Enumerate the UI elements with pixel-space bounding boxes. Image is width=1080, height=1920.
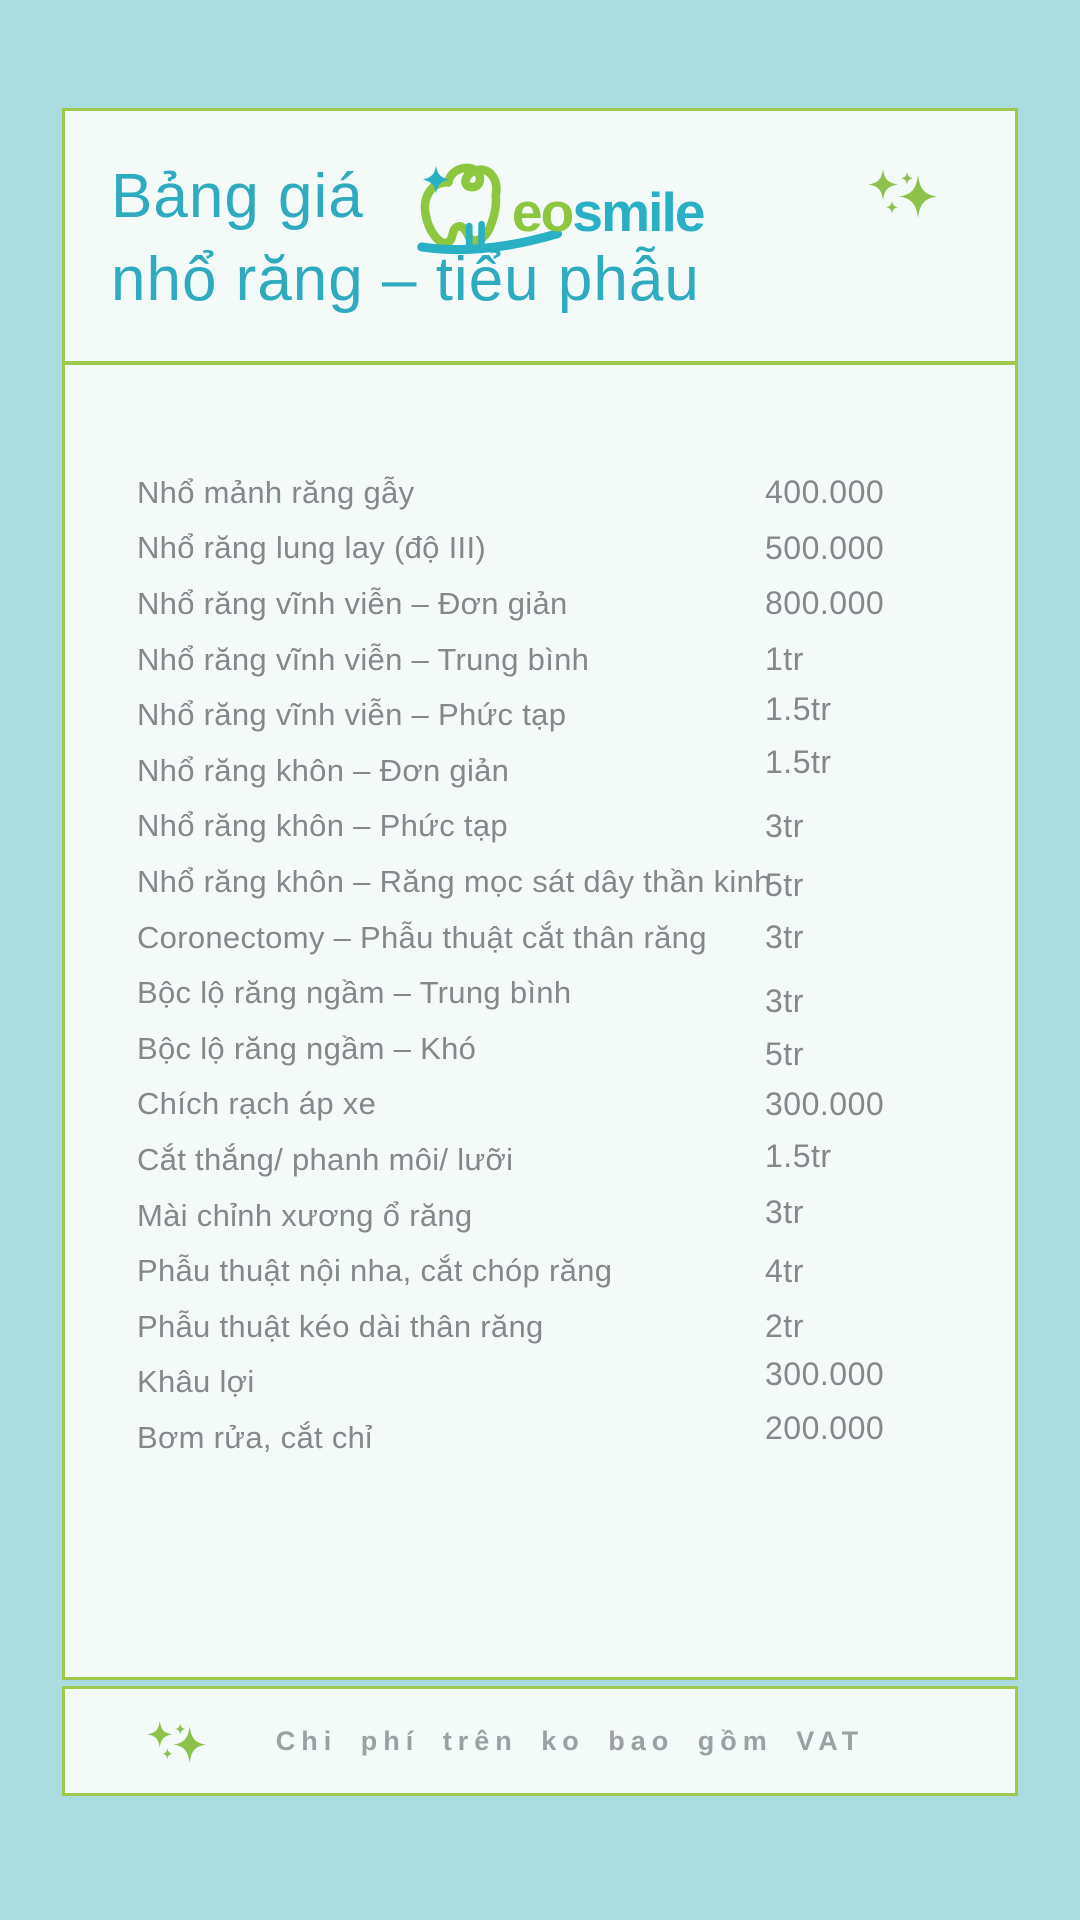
price-row — [65, 1299, 1015, 1355]
service-name: Bơm rửa, cắt chỉ — [137, 1419, 373, 1455]
price-list — [65, 465, 1015, 1466]
price-row — [65, 1188, 1015, 1244]
service-price: 3tr — [765, 919, 804, 956]
service-price: 300.000 — [765, 1355, 885, 1392]
price-row — [65, 1410, 1015, 1466]
card-header — [65, 111, 1015, 365]
logo-text-teal: smile — [572, 180, 704, 243]
price-row — [65, 854, 1015, 910]
service-name: Nhổ răng khôn – Răng mọc sát dây thần kinh — [137, 863, 772, 899]
meosmile-logo — [417, 161, 735, 262]
vat-note: Chi phí trên ko bao gồm VAT — [275, 1725, 865, 1756]
service-name: Nhổ răng khôn – Đơn giản — [137, 752, 510, 788]
service-name: Nhổ răng lung lay (độ III) — [137, 530, 486, 566]
service-price: 4tr — [765, 1252, 804, 1289]
price-row — [65, 1243, 1015, 1299]
logo-wordmark — [512, 181, 704, 243]
price-row — [65, 632, 1015, 688]
service-price: 2tr — [765, 1308, 804, 1345]
service-price: 5tr — [765, 1036, 804, 1073]
price-card — [62, 108, 1018, 1680]
price-row — [65, 799, 1015, 855]
logo-text-green: eo — [511, 180, 573, 243]
service-name: Nhổ răng khôn – Phức tạp — [137, 808, 508, 844]
service-name: Chích rạch áp xe — [137, 1086, 377, 1122]
service-price: 3tr — [765, 982, 804, 1019]
service-price: 800.000 — [765, 585, 885, 622]
price-row — [65, 910, 1015, 966]
service-price: 1.5tr — [765, 744, 832, 781]
service-price: 1.5tr — [765, 690, 832, 727]
service-price: 5tr — [765, 867, 804, 904]
service-name: Cắt thắng/ phanh môi/ lưỡi — [137, 1141, 514, 1177]
service-name: Bộc lộ răng ngầm – Trung bình — [137, 975, 572, 1011]
service-price: 400.000 — [765, 474, 885, 511]
price-row — [65, 1077, 1015, 1133]
page-title-line2: nhổ răng – tiểu phẫu — [111, 245, 700, 314]
service-price: 3tr — [765, 1194, 804, 1231]
service-price: 300.000 — [765, 1085, 885, 1122]
price-row — [65, 743, 1015, 799]
price-row — [65, 687, 1015, 743]
meosmile-logo-svg — [417, 161, 735, 257]
price-row — [65, 965, 1015, 1021]
price-row — [65, 1132, 1015, 1188]
service-price: 1.5tr — [765, 1138, 832, 1175]
sparkles-icon — [141, 1713, 211, 1777]
service-name: Khâu lợi — [137, 1364, 255, 1400]
footer-bar — [62, 1686, 1018, 1796]
service-name: Bộc lộ răng ngầm – Khó — [137, 1030, 477, 1066]
service-price: 1tr — [765, 641, 804, 678]
price-row — [65, 576, 1015, 632]
service-price: 200.000 — [765, 1410, 885, 1447]
service-name: Coronectomy – Phẫu thuật cắt thân răng — [137, 919, 707, 955]
service-price: 500.000 — [765, 529, 885, 566]
price-row — [65, 465, 1015, 521]
service-name: Nhổ răng vĩnh viễn – Phức tạp — [137, 697, 567, 733]
service-name: Nhổ răng vĩnh viễn – Trung bình — [137, 641, 590, 677]
service-name: Nhổ mảnh răng gẫy — [137, 474, 415, 510]
price-row — [65, 521, 1015, 577]
page-title-line1: Bảng giá — [111, 162, 364, 231]
sparkles-icon — [861, 161, 943, 233]
service-name: Phẫu thuật nội nha, cắt chóp răng — [137, 1253, 613, 1289]
service-name: Phẫu thuật kéo dài thân răng — [137, 1308, 544, 1344]
service-name: Nhổ răng vĩnh viễn – Đơn giản — [137, 585, 568, 621]
service-price: 3tr — [765, 807, 804, 844]
price-row — [65, 1021, 1015, 1077]
service-name: Mài chỉnh xương ổ răng — [137, 1197, 473, 1233]
price-row — [65, 1355, 1015, 1411]
